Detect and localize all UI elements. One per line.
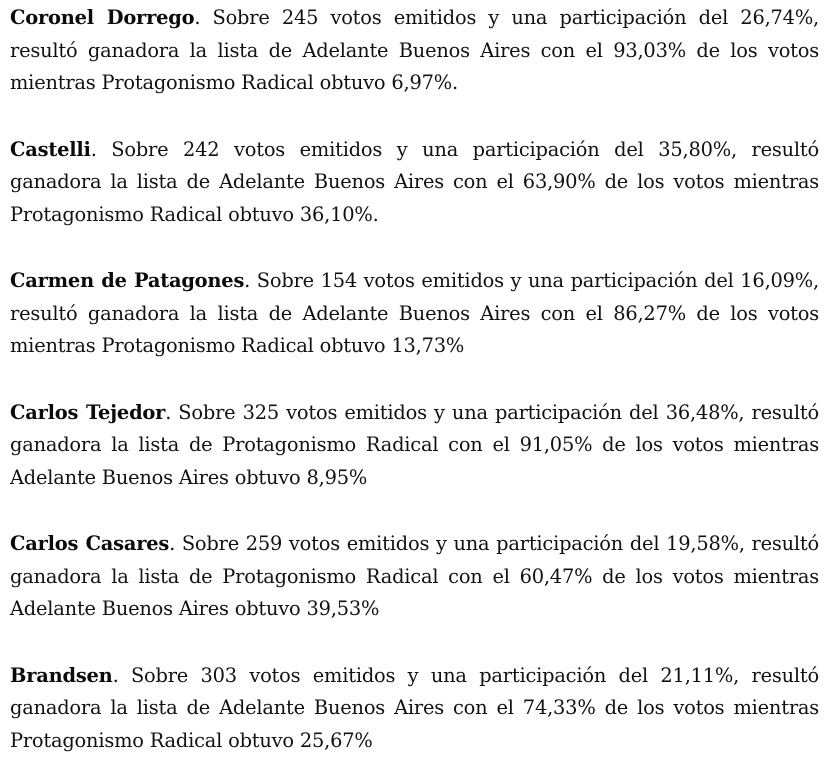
- result-paragraph-castelli: [10, 134, 819, 232]
- town-name: Carlos Casares: [10, 532, 169, 555]
- town-name: Brandsen: [10, 664, 113, 687]
- result-paragraph-brandsen: [10, 660, 819, 757]
- result-text: . Sobre 242 votos emitidos y una participación del 35,80%, resultó ganadora la lista de Adelante Buenos Aires con el 63,90% de los votos mientras Protagonismo Radical obtuvo 36,10%.: [10, 138, 819, 226]
- result-paragraph-carmen-de-patagones: [10, 265, 819, 363]
- town-name: Castelli: [10, 138, 91, 161]
- result-paragraph-carlos-casares: [10, 528, 819, 626]
- result-text: . Sobre 259 votos emitidos y una participación del 19,58%, resultó ganadora la lista de Protagonismo Radical con el 60,47% de los votos mientras Adelante Buenos Aires obtuvo 39,53%: [10, 532, 819, 620]
- result-text: . Sobre 303 votos emitidos y una participación del 21,11%, resultó ganadora la lista de Adelante Buenos Aires con el 74,33% de los votos mientras Protagonismo Radical obtuvo 25,67%: [10, 664, 819, 752]
- result-text: . Sobre 245 votos emitidos y una participación del 26,74%, resultó ganadora la lista de Adelante Buenos Aires con el 93,03% de los votos mientras Protagonismo Radical obtuvo 6,97%.: [10, 6, 819, 94]
- result-paragraph-carlos-tejedor: [10, 397, 819, 495]
- result-text: . Sobre 154 votos emitidos y una participación del 16,09%, resultó ganadora la lista de Adelante Buenos Aires con el 86,27% de los votos mientras Protagonismo Radical obtuvo 13,73%: [10, 269, 819, 357]
- town-name: Carlos Tejedor: [10, 401, 165, 424]
- result-paragraph-coronel-dorrego: [10, 2, 819, 100]
- town-name: Carmen de Patagones: [10, 269, 244, 292]
- result-text: . Sobre 325 votos emitidos y una participación del 36,48%, resultó ganadora la lista de Protagonismo Radical con el 91,05% de los votos mientras Adelante Buenos Aires obtuvo 8,95%: [10, 401, 819, 489]
- town-name: Coronel Dorrego: [10, 6, 194, 29]
